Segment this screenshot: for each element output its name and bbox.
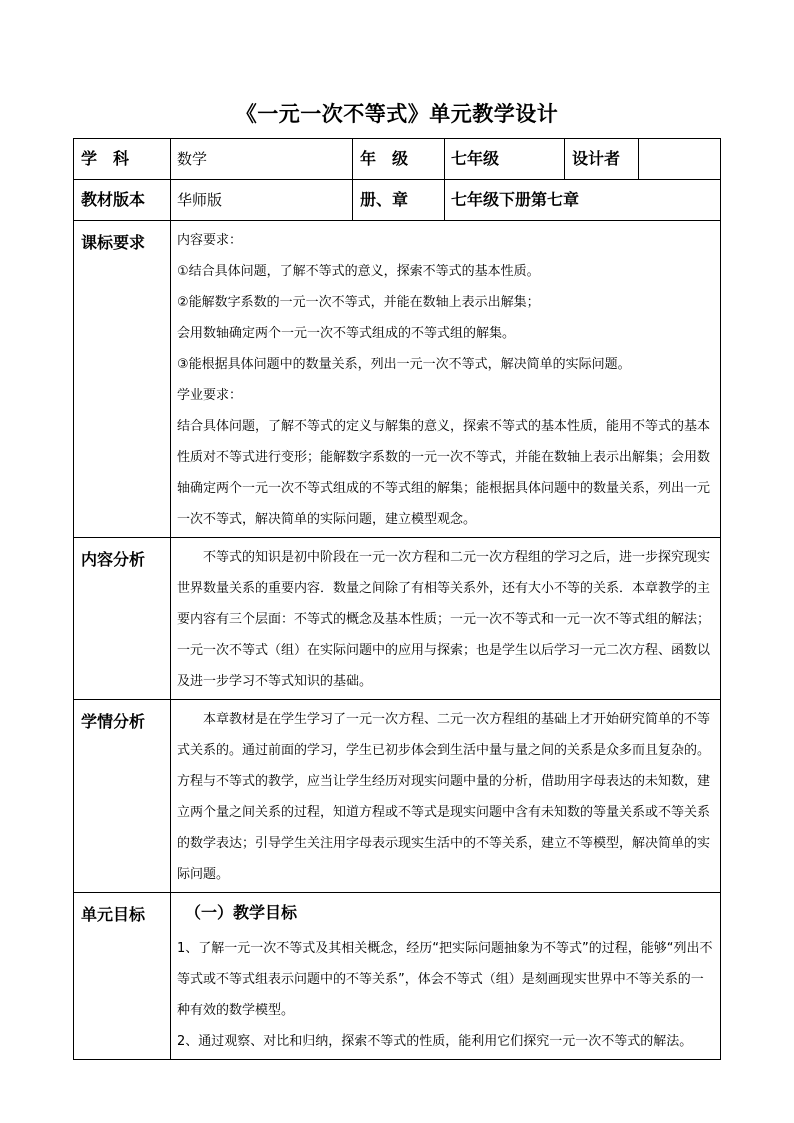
curriculum-line: ③能根据具体问题中的数量关系，列出一元一次不等式，解决简单的实际问题。 bbox=[177, 357, 631, 372]
curriculum-label: 课标要求 bbox=[74, 221, 171, 538]
curriculum-line: 会用数轴确定两个一元一次不等式组成的不等式组的解集。 bbox=[177, 326, 516, 341]
goal-item: 1、了解一元一次不等式及其相关概念，经历“把实际问题抽象为不等式”的过程，能够“列出不等式或不等式组表示问题中的不等关系”，体会不等式（组）是刻画现实世界中不等关系的一种有效的数学模型。 bbox=[177, 941, 713, 1018]
edition-value: 华师版 bbox=[171, 180, 353, 221]
curriculum-content bbox=[171, 221, 721, 538]
designer-label: 设计者 bbox=[565, 139, 639, 180]
subject-label: 学 科 bbox=[74, 139, 171, 180]
content-analysis-label: 内容分析 bbox=[74, 538, 171, 700]
unit-goals-label: 单元目标 bbox=[74, 893, 171, 1060]
student-analysis-label: 学情分析 bbox=[74, 700, 171, 893]
unit-goals-content bbox=[171, 893, 721, 1060]
curriculum-line: ②能解数字系数的一元一次不等式，并能在数轴上表示出解集； bbox=[177, 295, 540, 310]
grade-label: 年 级 bbox=[353, 139, 445, 180]
grade-value: 七年级 bbox=[445, 139, 565, 180]
content-analysis-row bbox=[74, 538, 721, 700]
volume-value: 七年级下册第七章 bbox=[445, 180, 721, 221]
document-title: 《一元一次不等式》单元教学设计 bbox=[235, 102, 559, 126]
curriculum-line: 学业要求： bbox=[177, 388, 243, 403]
student-analysis-content bbox=[171, 700, 721, 893]
volume-label: 册、章 bbox=[353, 180, 445, 221]
student-analysis-paragraph: 本章教材是在学生学习了一元一次方程、二元一次方程组的基础上才开始研究简单的不等式关系的。通过前面的学习，学生已初步体会到生活中量与量之间的关系是众多而且复杂的。方程与不等式的教学，应当让学生经历对现实问题中量的分析，借助用字母表达的未知数，建立两个量之间关系的过程，知道方程或不等式是现实问题中含有未知数的等量关系或不等关系的数学表达；引导学生关注用字母表示现实生活中的不等关系，建立不等模型，解决简单的实际问题。 bbox=[177, 712, 711, 882]
curriculum-line: 内容要求： bbox=[177, 233, 243, 248]
goal-item: 2、通过观察、对比和归纳，探索不等式的性质，能利用它们探究一元一次不等式的解法。 bbox=[177, 1034, 693, 1049]
curriculum-line: ①结合具体问题，了解不等式的意义，探索不等式的基本性质。 bbox=[177, 264, 540, 279]
designer-value bbox=[639, 139, 721, 180]
lesson-design-table bbox=[73, 138, 721, 1060]
subject-value: 数学 bbox=[171, 139, 353, 180]
edition-label: 教材版本 bbox=[74, 180, 171, 221]
curriculum-row bbox=[74, 221, 721, 538]
unit-goals-row bbox=[74, 893, 721, 1060]
content-analysis-paragraph: 不等式的知识是初中阶段在一元一次方程和二元一次方程组的学习之后，进一步探究现实世界数量关系的重要内容．数量之间除了有相等关系外，还有大小不等的关系．本章教学的主要内容有三个层面：不等式的概念及基本性质；一元一次不等式和一元一次不等式组的解法；一元一次不等式（组）在实际问题中的应用与探索；也是学生以后学习一元二次方程、函数以及进一步学习不等式知识的基础。 bbox=[177, 550, 711, 689]
header-row-1 bbox=[74, 139, 721, 180]
academic-requirement-paragraph: 结合具体问题，了解不等式的定义与解集的意义，探索不等式的基本性质，能用不等式的基本性质对不等式进行变形；能解数字系数的一元一次不等式，并能在数轴上表示出解集；会用数轴确定两个一元一次不等式组成的不等式组的解集；能根据具体问题中的数量关系，列出一元一次不等式，解决简单的实际问题，建立模型观念。 bbox=[177, 419, 711, 527]
content-analysis-content bbox=[171, 538, 721, 700]
teaching-goals-heading: （一）教学目标 bbox=[185, 903, 298, 922]
header-row-2 bbox=[74, 180, 721, 221]
student-analysis-row bbox=[74, 700, 721, 893]
